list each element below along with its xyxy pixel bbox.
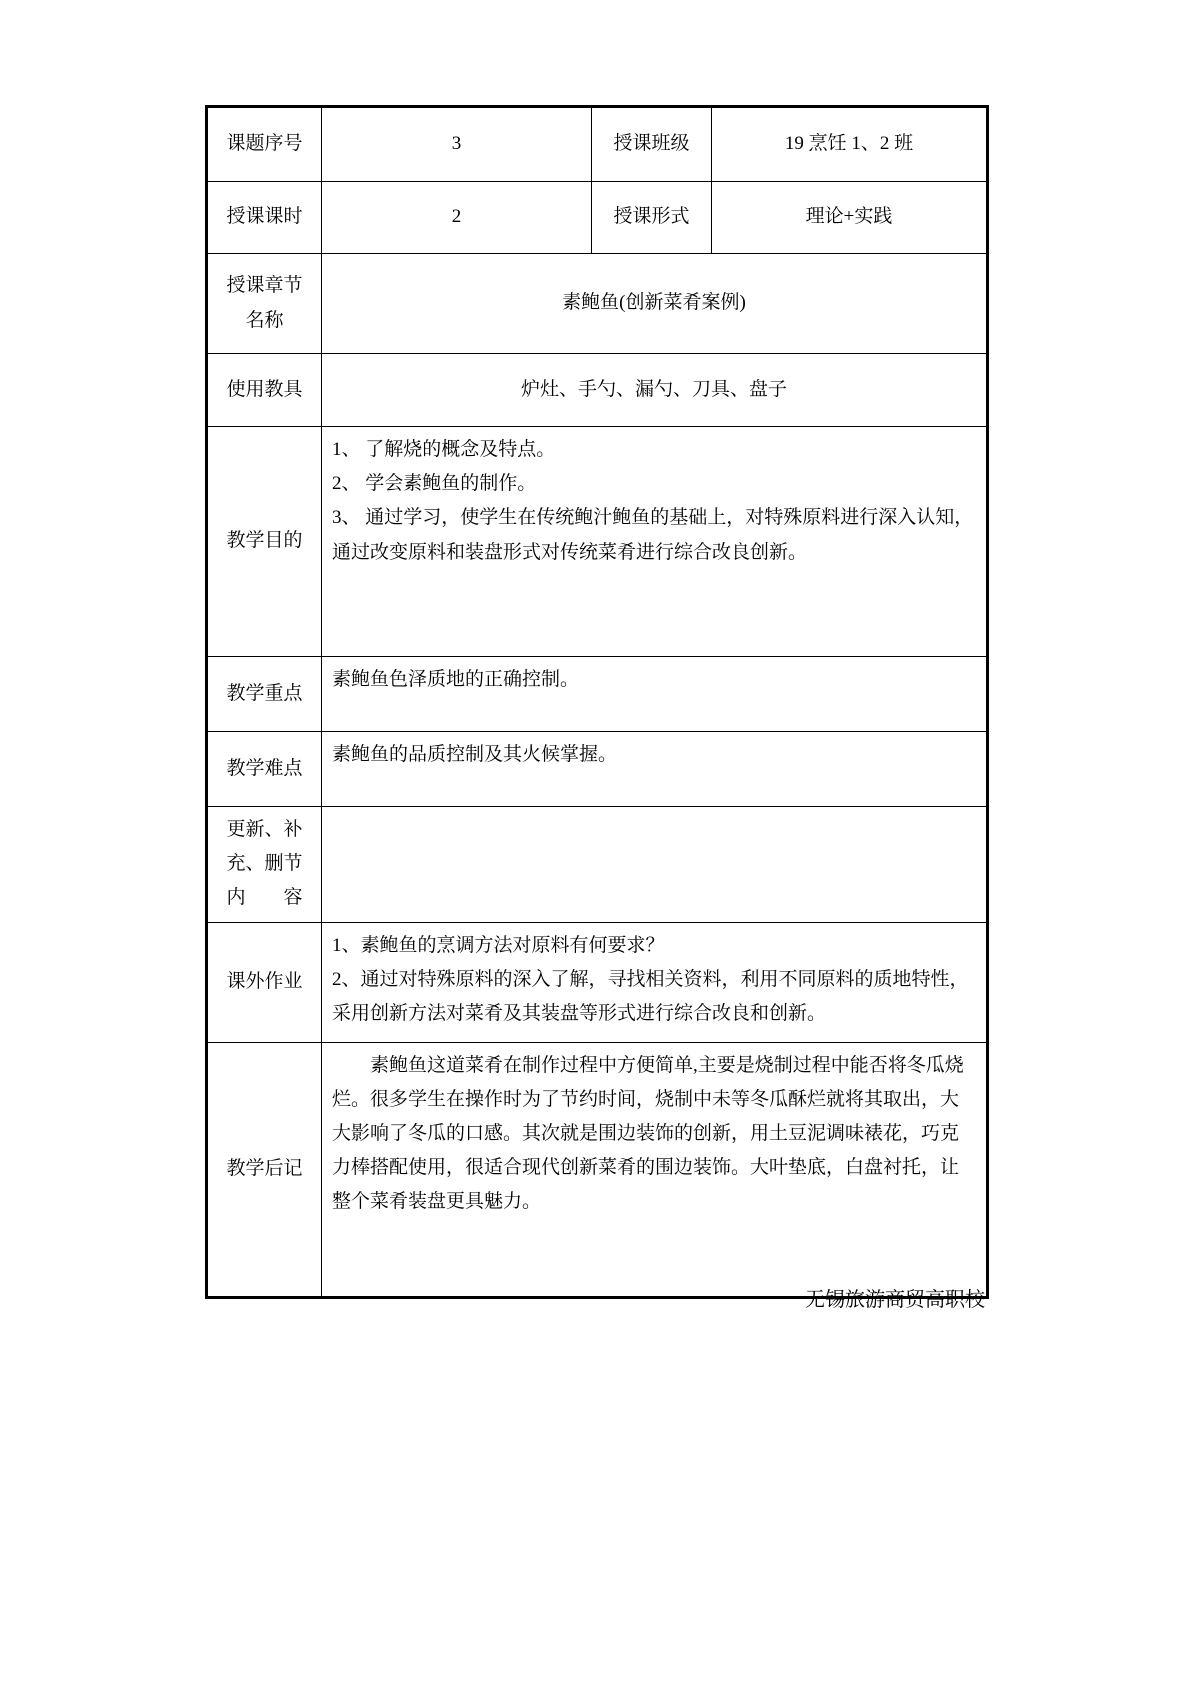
value-lesson-hours: 2 [322,182,592,254]
label-lesson-form: 授课形式 [592,182,712,254]
label-teaching-notes: 教学后记 [207,1042,322,1297]
label-homework: 课外作业 [207,922,322,1042]
row-chapter-name [207,254,988,354]
objective-item: 1、 了解烧的概念及特点。 [332,439,556,460]
row-homework [207,922,988,1042]
value-teaching-tools: 炉灶、手勺、漏勺、刀具、盘子 [322,354,988,427]
value-lesson-number: 3 [322,107,592,182]
row-lesson-number [207,107,988,182]
value-lesson-form: 理论+实践 [712,182,988,254]
objective-item: 3、 通过学习，使学生在传统鲍汁鲍鱼的基础上，对特殊原料进行深入认知，通过改变原料和装盘形式对传统菜肴进行综合改良创新。 [332,507,974,563]
value-teaching-notes [322,1042,988,1297]
row-lesson-hours [207,182,988,254]
value-teaching-objectives [322,427,988,657]
label-teaching-objectives: 教学目的 [207,427,322,657]
updates-label-lines: 更新、补 充、删节 内 容 [226,819,303,909]
row-teaching-difficulty [207,732,988,807]
value-teaching-difficulty: 素鲍鱼的品质控制及其火候掌握。 [322,732,988,807]
row-teaching-notes [207,1042,988,1297]
row-teaching-tools [207,354,988,427]
row-updates-content [207,807,988,923]
homework-item: 2、通过对特殊原料的深入了解，寻找相关资料，利用不同原料的质地特性，采用创新方法对菜肴及其装盘等形式进行综合改良和创新。 [332,968,969,1024]
value-chapter-name: 素鲍鱼(创新菜肴案例) [322,254,988,354]
label-class: 授课班级 [592,107,712,182]
value-updates-content [322,807,988,923]
row-teaching-objectives [207,427,988,657]
label-teaching-tools: 使用教具 [207,354,322,427]
value-homework [322,922,988,1042]
objective-item: 2、 学会素鲍鱼的制作。 [332,473,537,495]
row-teaching-focus [207,657,988,732]
chapter-name-label-lines: 授课章节 名称 [226,275,303,331]
lesson-plan-table [205,105,989,1299]
label-lesson-number: 课题序号 [207,107,322,182]
label-teaching-difficulty: 教学难点 [207,732,322,807]
homework-item: 1、素鲍鱼的烹调方法对原料有何要求？ [332,934,665,956]
value-teaching-focus: 素鲍鱼色泽质地的正确控制。 [322,657,988,732]
label-chapter-name [207,254,322,354]
label-lesson-hours: 授课课时 [207,182,322,254]
school-name: 无锡旅游商贸高职校 [805,1289,985,1311]
label-teaching-focus: 教学重点 [207,657,322,732]
teaching-notes-paragraph: 素鲍鱼这道菜肴在制作过程中方便简单,主要是烧制过程中能否将冬瓜烧烂。很多学生在操作时为了节约时间，烧制中未等冬瓜酥烂就将其取出，大大影响了冬瓜的口感。其次就是围边装饰的创新，用土豆泥调味裱花，巧克力棒搭配使用，很适合现代创新菜肴的围边装饰。大叶垫底，白盘衬托，让整个菜肴装盘更具魅力。 [332,1054,964,1213]
label-updates-content [207,807,322,923]
value-class: 19 烹饪 1、2 班 [712,107,988,182]
